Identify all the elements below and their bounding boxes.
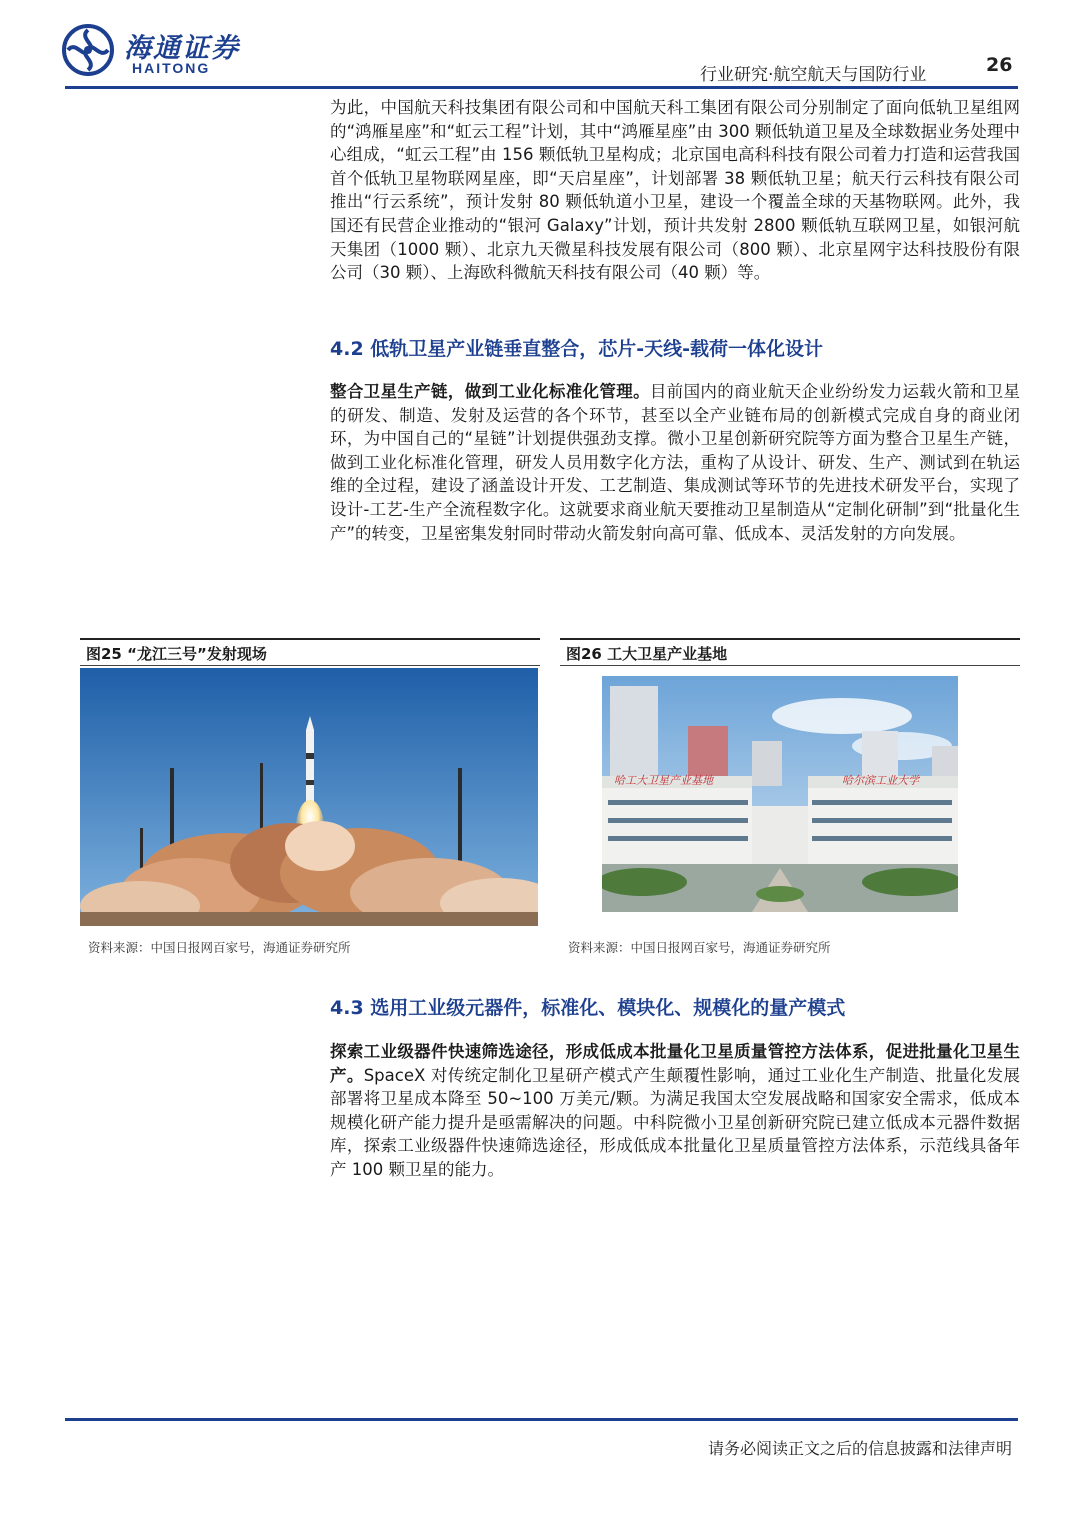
figure-26-header <box>560 638 1020 666</box>
satellite-base-illustration <box>602 676 958 912</box>
building-sign-left: 哈工大卫星产业基地 <box>614 774 713 787</box>
rocket-launch-illustration <box>80 668 538 926</box>
page-number: 26 <box>986 54 1013 76</box>
figure-26-satellite-base-photo <box>602 676 958 912</box>
figure-25-label: 图25 “龙江三号”发射现场 <box>86 645 267 663</box>
paragraph-lead-bold: 整合卫星生产链，做到工业化标准化管理。 <box>330 382 650 401</box>
haitong-logo-icon <box>62 24 114 76</box>
paragraph-mass-production <box>330 1040 1020 1182</box>
paragraph-body: 目前国内的商业航天企业纷纷发力运载火箭和卫星的研发、制造、发射及运营的各个环节，甚至以全产业链布局的创新模式完成自身的商业闭环，为中国自己的“星链”计划提供强劲支撑。微小卫星创新研究院等方面为整合卫星生产链，做到工业化标准化管理，研发人员用数字化方法，重构了从设计、研发、生产、测试到在轨运维的全过程，建设了涵盖设计开发、工艺制造、集成测试等环节的先进技术研发平台，实现了设计-工艺-生产全流程数字化。这就要求商业航天要推动卫星制造从“定制化研制”到“批量化生产”的转变，卫星密集发射同时带动火箭发射向高可靠、低成本、灵活发射的方向发展。 <box>330 382 1021 543</box>
figure-26-source: 资料来源：中国日报网百家号，海通证券研究所 <box>568 940 831 955</box>
building-sign-right: 哈尔滨工业大学 <box>842 774 919 787</box>
figure-26-label: 图26 工大卫星产业基地 <box>566 645 728 663</box>
header-divider <box>65 86 1018 89</box>
paragraph-body: SpaceX 对传统定制化卫星研产模式产生颠覆性影响，通过工业化生产制造、批量化发展部署将卫星成本降至 50~100 万美元/颗。为满足我国太空发展战略和国家安全需求，低成本规模化研产能力提升是亟需解决的问题。中科院微小卫星创新研究院已建立低成本元器件数据库，探索工业级器件快速筛选途径，形成低成本批量化卫星质量管控方法体系，示范线具备年产 100 颗卫星的能力。 <box>330 1065 1020 1179</box>
paragraph-lead-bold: 探索工业级器件快速筛选途径，形成低成本批量化卫星质量管控方法体系，促进批量化卫星生产。 <box>330 1042 1020 1085</box>
paragraph-industrialization <box>330 380 1020 545</box>
logo-english-name: HAITONG <box>132 60 211 76</box>
report-section-title: 行业研究·航空航天与国防行业 <box>700 65 927 85</box>
footer-disclaimer: 请务必阅读正文之后的信息披露和法律声明 <box>708 1439 1013 1458</box>
section-heading-4-2: 4.2 低轨卫星产业链垂直整合，芯片-天线-载荷一体化设计 <box>330 338 824 360</box>
figure-25-header <box>80 638 540 666</box>
section-heading-4-3: 4.3 选用工业级元器件，标准化、模块化、规模化的量产模式 <box>330 997 846 1019</box>
logo-chinese-name: 海通证券 <box>124 33 240 64</box>
footer-divider <box>65 1418 1018 1421</box>
paragraph-constellations: 为此，中国航天科技集团有限公司和中国航天科工集团有限公司分别制定了面向低轨卫星组网的“鸿雁星座”和“虹云工程”计划，其中“鸿雁星座”由 300 颗低轨道卫星及全球数据业务处理中心组成，“虹云工程”由 156 颗低轨卫星构成；北京国电高科科技有限公司着力打造和运营我国首个低轨卫星物联网星座，即“天启星座”，计划部署 38 颗低轨卫星；航天行云科技有限公司推出“行云系统”，预计发射 80 颗低轨道小卫星，建设一个覆盖全球的天基物联网。此外，我国还有民营企业推动的“银河 Galaxy”计划，预计共发射 2800 颗低轨互联网卫星，如银河航天集团（1000 颗）、北京九天微星科技发展有限公司（800 颗）、北京星网宇达科技股份有限公司（30 颗）、上海欧科微航天科技有限公司（40 颗）等。 <box>330 98 1020 283</box>
figure-25-source: 资料来源：中国日报网百家号，海通证券研究所 <box>88 940 351 955</box>
haitong-logo <box>62 22 252 80</box>
figure-25-rocket-launch-photo <box>80 668 538 926</box>
